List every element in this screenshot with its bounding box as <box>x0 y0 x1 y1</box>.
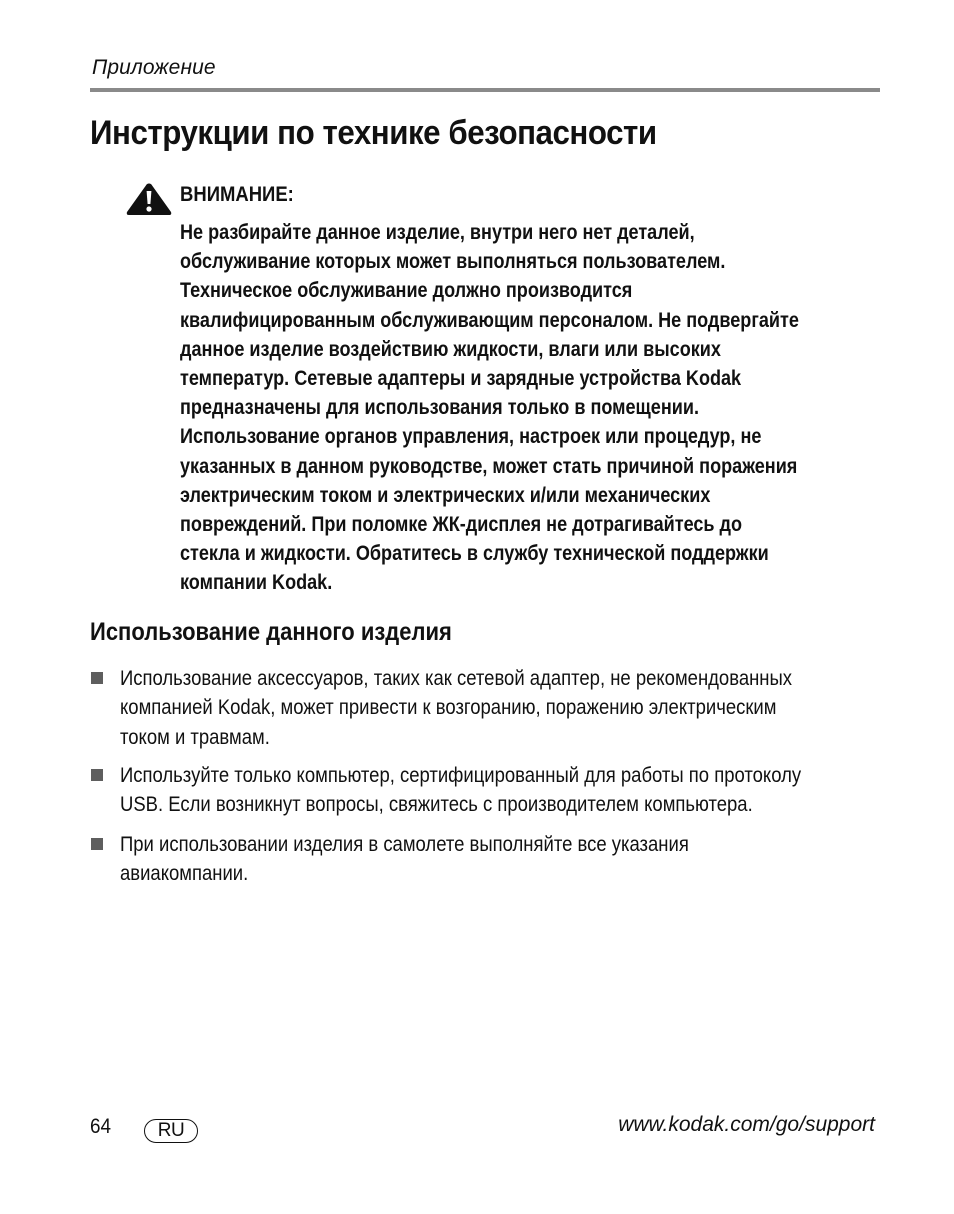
warning-line: предназначены для использования только в помещении. <box>180 396 699 420</box>
warning-line: Не разбирайте данное изделие, внутри него нет деталей, <box>180 221 695 244</box>
list-item-text <box>120 830 880 889</box>
warning-line: обслуживание которых может выполняться пользователем. <box>180 250 726 274</box>
warning-triangle-icon <box>125 182 173 216</box>
page-number: 64 <box>90 1115 112 1138</box>
warning-text <box>180 218 880 598</box>
list-item-line: При использовании изделия в самолете выполняйте все указания <box>120 833 689 856</box>
list-item-text <box>120 761 880 820</box>
warning-line: Использование органов управления, настроек или процедур, не <box>180 425 762 449</box>
warning-line: электрическим током и электрических и/или механических <box>180 483 711 507</box>
warning-line: Техническое обслуживание должно производится <box>180 279 633 303</box>
list-item-line: током и травмам. <box>120 725 270 749</box>
warning-line: указанных в данном руководстве, может стать причиной поражения <box>180 454 798 478</box>
warning-line: данное изделие воздействию жидкости, влаги или высоких <box>180 337 721 361</box>
list-item-line: Использование аксессуаров, таких как сетевой адаптер, не рекомендованных <box>120 667 793 690</box>
warning-line: компании Kodak. <box>180 571 333 595</box>
list-item-text <box>120 664 880 752</box>
warning-line: стекла и жидкости. Обратитесь в службу технической поддержки <box>180 542 769 566</box>
header-rule <box>90 88 880 92</box>
warning-line: повреждений. При поломке ЖК-дисплея не дотрагивайтесь до <box>180 513 743 537</box>
support-url-link[interactable]: www.kodak.com/go/support <box>618 1113 875 1136</box>
list-item-line: USB. Если возникнут вопросы, свяжитесь с производителем компьютера. <box>120 793 753 817</box>
language-badge: RU <box>144 1119 198 1143</box>
warning-line: температур. Сетевые адаптеры и зарядные устройства Kodak <box>180 367 742 391</box>
warning-line: квалифицированным обслуживающим персоналом. Не подвергайте <box>180 308 799 332</box>
running-head: Приложение <box>92 56 216 79</box>
list-item-line: компанией Kodak, может привести к возгоранию, поражению электрическим <box>120 696 777 720</box>
warning-label: ВНИМАНИЕ: <box>180 183 294 206</box>
section-title: Использование данного изделия <box>90 618 452 646</box>
square-bullet-icon <box>91 769 103 781</box>
list-item-line: Используйте только компьютер, сертифицированный для работы по протоколу <box>120 764 802 787</box>
page-title: Инструкции по технике безопасности <box>90 114 657 152</box>
square-bullet-icon <box>91 672 103 684</box>
square-bullet-icon <box>91 838 103 850</box>
list-item-line: авиакомпании. <box>120 862 249 886</box>
